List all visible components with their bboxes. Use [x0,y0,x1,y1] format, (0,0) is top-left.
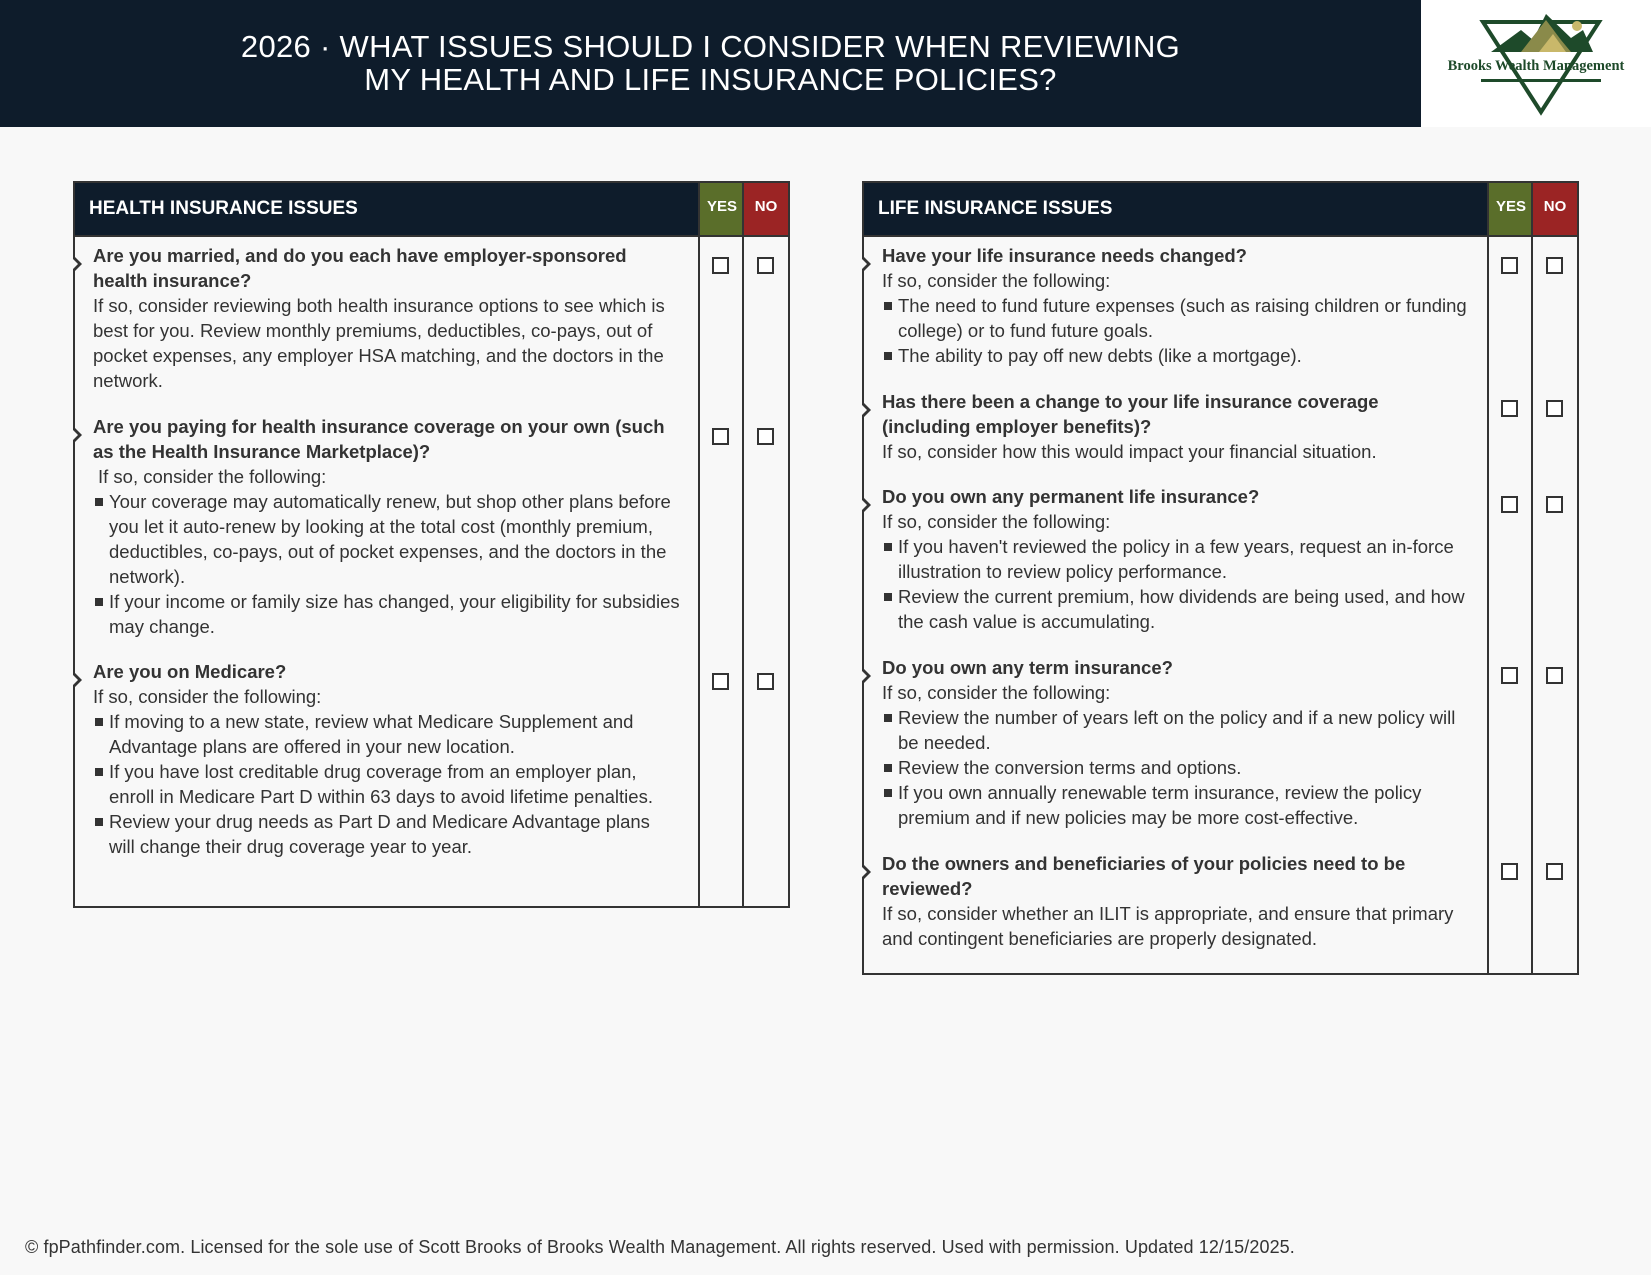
item-arrow-icon [862,863,871,881]
health-3-no-checkbox[interactable] [757,673,774,690]
item-arrow-icon [862,255,871,273]
life-2-no-checkbox[interactable] [1546,400,1563,417]
item-arrow-icon [73,255,82,273]
life-intro-3: If so, consider the following: [882,511,1111,532]
header-divider [864,235,1577,237]
bullet-item: The need to fund future expenses (such as raising children or funding college) or to fund future goals. [882,293,1469,343]
life-3-yes-checkbox[interactable] [1501,496,1518,513]
life-bullets-3 [864,534,1489,634]
life-text-2: If so, consider how this would impact your financial situation. [882,441,1377,462]
life-1-yes-checkbox[interactable] [1501,257,1518,274]
life-question-2: Has there been a change to your life insurance coverage (including employer benefits)? [882,391,1379,437]
item-arrow-icon [862,667,871,685]
bullet-item: If moving to a new state, review what Medicare Supplement and Advantage plans are offered in your new location. [93,709,680,759]
bullet-item: Your coverage may automatically renew, but shop other plans before you let it auto-renew by looking at the total cost (monthly premium, deductibles, co-pays, out of pocket expenses, and the doctors in the network). [93,489,680,589]
health-item-3 [75,659,700,859]
bullet-item: If you have lost creditable drug coverage from an employer plan, enroll in Medicare Part D within 63 days to avoid lifetime penalties. [93,759,680,809]
health-3-yes-checkbox[interactable] [712,673,729,690]
bullet-item: If you haven't reviewed the policy in a few years, request an in-force illustration to review policy performance. [882,534,1469,584]
health-item-1 [75,243,700,393]
health-1-no-checkbox[interactable] [757,257,774,274]
column-divider [1531,183,1533,973]
life-yes-column-header: YES [1489,183,1533,235]
bullet-item: Review the conversion terms and options. [882,755,1469,780]
health-2-yes-checkbox[interactable] [712,428,729,445]
health-2-no-checkbox[interactable] [757,428,774,445]
life-question-4: Do you own any term insurance? [882,657,1173,678]
life-4-yes-checkbox[interactable] [1501,667,1518,684]
page-title-line-2: MY HEALTH AND LIFE INSURANCE POLICIES? [364,62,1057,97]
life-question-3: Do you own any permanent life insurance? [882,486,1260,507]
health-item-2 [75,414,700,639]
bullet-item: Review the current premium, how dividends are being used, and how the cash value is accumulating. [882,584,1469,634]
column-divider [742,183,744,906]
life-1-no-checkbox[interactable] [1546,257,1563,274]
item-arrow-icon [73,426,82,444]
life-insurance-panel [862,181,1579,975]
health-question-3: Are you on Medicare? [93,661,287,682]
life-item-4 [864,655,1489,830]
logo-text: Brooks Wealth Management [1447,58,1625,74]
item-arrow-icon [862,496,871,514]
life-question-5: Do the owners and beneficiaries of your policies need to be reviewed? [882,853,1406,899]
bullet-item: Review the number of years left on the policy and if a new policy will be needed. [882,705,1469,755]
health-bullets-3 [75,709,700,859]
company-logo [1421,0,1651,127]
health-bullets-2 [75,489,700,639]
health-intro-3: If so, consider the following: [93,686,322,707]
page-header [0,0,1421,127]
life-2-yes-checkbox[interactable] [1501,400,1518,417]
life-intro-4: If so, consider the following: [882,682,1111,703]
health-insurance-panel [73,181,790,908]
bullet-item: The ability to pay off new debts (like a mortgage). [882,343,1469,368]
health-1-yes-checkbox[interactable] [712,257,729,274]
life-item-2 [864,389,1489,464]
item-arrow-icon [862,401,871,419]
bullet-item: If your income or family size has changed, your eligibility for subsidies may change. [93,589,680,639]
health-question-2: Are you paying for health insurance coverage on your own (such as the Health Insurance Marketplace)? [93,416,665,462]
header-divider [75,235,788,237]
life-bullets-4 [864,705,1489,830]
health-question-1: Are you married, and do you each have employer-sponsored health insurance? [93,245,627,291]
page-title-line-1: 2026 · WHAT ISSUES SHOULD I CONSIDER WHEN REVIEWING [240,29,1181,64]
life-no-column-header: NO [1533,183,1577,235]
bullet-item: Review your drug needs as Part D and Medicare Advantage plans will change their drug coverage year to year. [93,809,680,859]
life-4-no-checkbox[interactable] [1546,667,1563,684]
life-item-3 [864,484,1489,634]
life-3-no-checkbox[interactable] [1546,496,1563,513]
bullet-item: If you own annually renewable term insurance, review the policy premium and if new policies may be more cost-effective. [882,780,1469,830]
life-5-no-checkbox[interactable] [1546,863,1563,880]
life-bullets-1 [864,293,1489,368]
health-intro-2: If so, consider the following: [98,466,327,487]
life-text-5: If so, consider whether an ILIT is appropriate, and ensure that primary and contingent beneficiaries are properly designated. [882,903,1454,949]
life-intro-1: If so, consider the following: [882,270,1111,291]
life-item-1 [864,243,1489,368]
health-panel-heading: HEALTH INSURANCE ISSUES [75,183,700,235]
health-text-1: If so, consider reviewing both health insurance options to see which is best for you. Review monthly premiums, deductibles, co-pays, out of pocket expenses, any employer HSA matching, and the doctors in the network. [93,295,665,391]
health-yes-column-header: YES [700,183,744,235]
life-question-1: Have your life insurance needs changed? [882,245,1247,266]
life-panel-heading: LIFE INSURANCE ISSUES [864,183,1489,235]
page-title [0,30,1421,96]
life-5-yes-checkbox[interactable] [1501,863,1518,880]
item-arrow-icon [73,671,82,689]
health-no-column-header: NO [744,183,788,235]
life-item-5 [864,851,1489,951]
copyright-footer: © fpPathfinder.com. Licensed for the sole use of Scott Brooks of Brooks Wealth Management. All rights reserved. Used with permission. Updated 12/15/2025. [25,1237,1295,1257]
